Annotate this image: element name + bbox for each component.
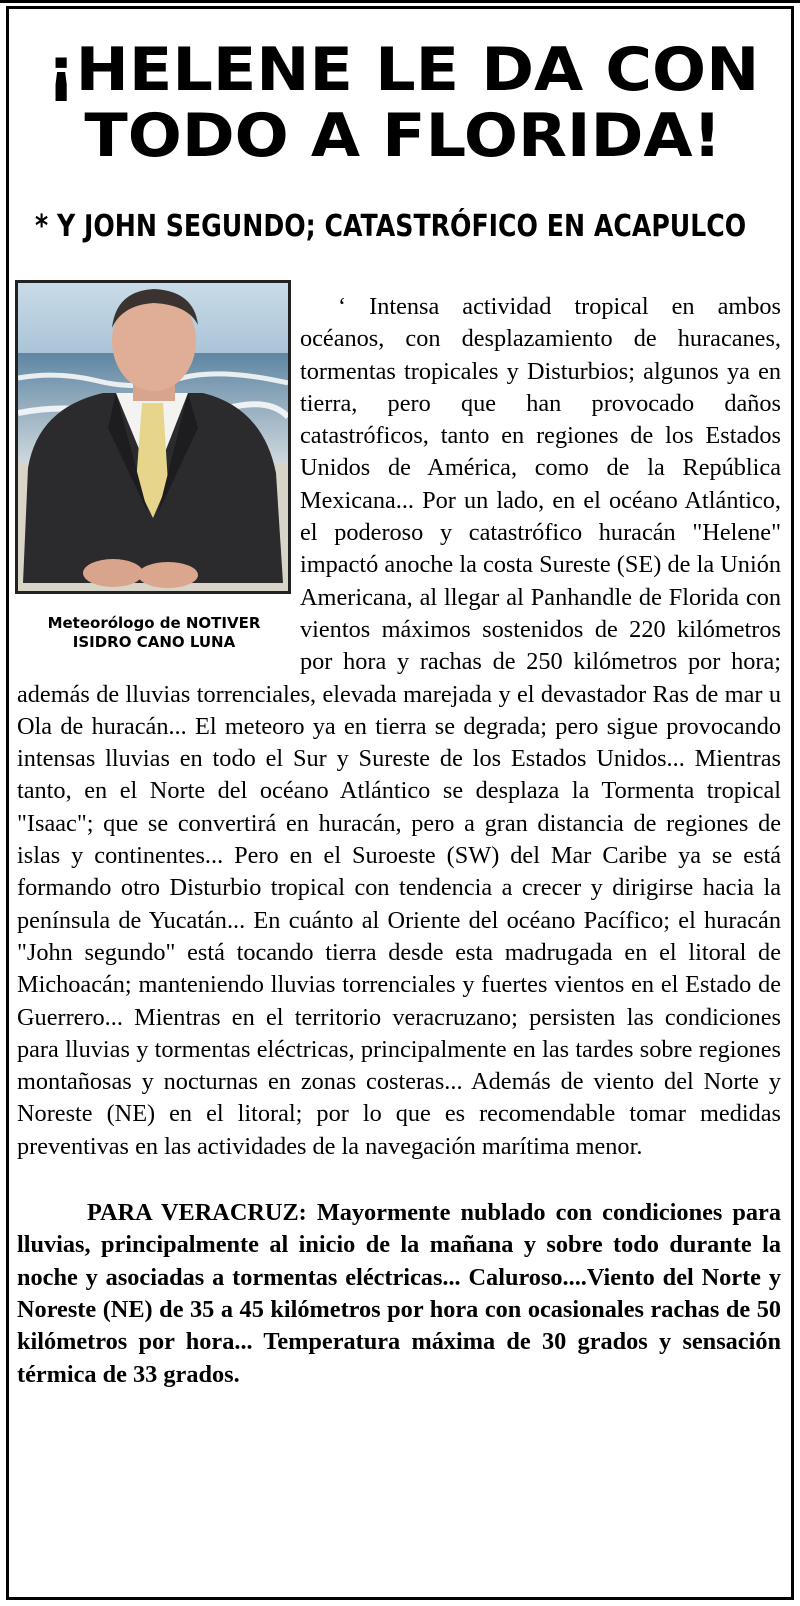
article-body xyxy=(17,291,781,1391)
subheadline: * Y JOHN SEGUNDO; CATASTRÓFICO EN ACAPULCO xyxy=(35,209,747,244)
headline xyxy=(6,37,794,169)
caption-line-2: ISIDRO CANO LUNA xyxy=(72,633,236,651)
photo-spacer xyxy=(17,291,300,657)
caption-line-1: Meteorólogo de NOTIVER xyxy=(47,614,261,632)
veracruz-forecast-paragraph: PARA VERACRUZ: Mayormente nublado con condiciones para lluvias, principalmente al inicio de la mañana y sobre todo durante la noche y asociadas a tormentas eléctricas... Caluroso....Viento del Norte y Noreste (NE) de 35 a 45 kilómetros por hora con ocasionales rachas de 50 kilómetros por hora... Temperatura máxima de 30 grados y sensación térmica de 33 grados. xyxy=(17,1199,781,1388)
headline-line-2: TODO A FLORIDA! xyxy=(84,101,722,171)
headline-line-1: ¡HELENE LE DA CON xyxy=(46,35,760,105)
top-rule xyxy=(0,0,800,3)
article-paragraph-1: ‘ Intensa actividad tropical en ambos océanos, con desplazamiento de huracanes, tormentas tropicales y Disturbios; algunos ya en tierra, pero que han provocado daños catastróficos, tanto en regiones de los Estados Unidos de América, como de la República Mexicana... Por un lado, en el océano Atlántico, el poderoso y catastrófico huracán "Helene" impactó anoche la costa Sureste (SE) de la Unión Americana, al llegar al Panhandle de Florida con vientos máximos sostenidos de 220 kilómetros por hora y rachas de 250 kilómetros por hora; además de lluvias torrenciales, elevada marejada y el devastador Ras de mar u Ola de huracán... El meteoro ya en tierra se degrada; pero sigue provocando intensas lluvias en todo el Sur y Sureste de los Estados Unidos... Mientras tanto, en el Norte del océano Atlántico se desplaza la Tormenta tropical "Isaac"; que se convertirá en huracán, pero a gran distancia de regiones de islas y continentes... Pero en el Suroeste (SW) del Mar Caribe ya se está formando otro Disturbio tropical con tendencia a crecer y dirigirse hacia la península de Yucatán... En cuánto al Oriente del océano Pacífico; el huracán "John segundo" está tocando tierra desde esta madrugada en el litoral de Michoacán; manteniendo lluvias torrenciales y fuertes vientos en el Estado de Guerrero... Mientras en el territorio veracruzano; persisten las condiciones para lluvias y tormentas eléctricas, principalmente en las tardes sobre regiones montañosas y nocturnas en zonas costeras... Además de viento del Norte y Noreste (NE) en el litoral; por lo que es recomendable tomar medidas preventivas en las actividades de la navegación marítima menor. xyxy=(17,293,781,1160)
article-box xyxy=(6,6,794,1600)
